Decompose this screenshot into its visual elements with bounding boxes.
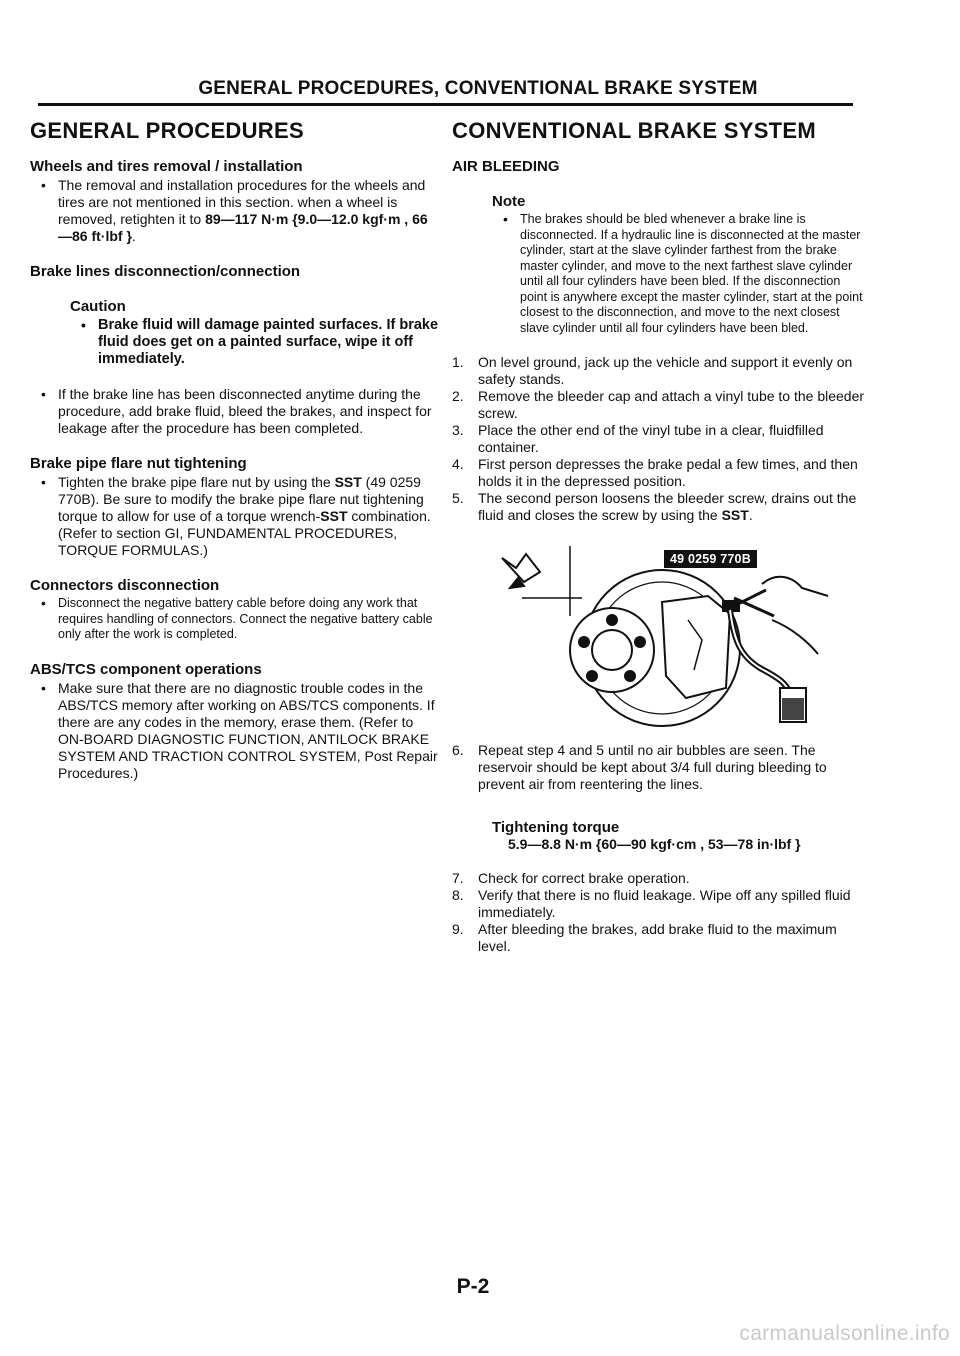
flare-nut-text-3: combination. (Refer to section GI, FUNDAMENTAL PROCEDURES, TORQUE FORMULAS.) bbox=[58, 508, 431, 558]
step-number: 2. bbox=[452, 388, 464, 404]
step-item bbox=[452, 742, 867, 793]
step-text: Verify that there is no fluid leakage. Wipe off any spilled fluid immediately. bbox=[478, 887, 851, 920]
step-item bbox=[452, 422, 867, 456]
note-text: • The brakes should be bled whenever a brake line is disconnected. If a hydraulic line is disconnected at the master cylinder, start at the slave cylinder farthest from the brake master cylinder, and move to the next farthest slave cylinder until all four cylinders have been bled. If the disconnection point is anywhere except the master cylinder, start at the point closest to the disconnection, and move to the next closest slave cylinder until all four cylinders have been bled. bbox=[492, 212, 867, 336]
watermark-text: carmanualsonline.info bbox=[739, 1322, 950, 1345]
step-text: First person depresses the brake pedal a few times, and then holds it in the depressed position. bbox=[478, 456, 858, 489]
page-header-title: GENERAL PROCEDURES, CONVENTIONAL BRAKE SYSTEM bbox=[198, 78, 758, 99]
step-item bbox=[452, 921, 867, 955]
step-item bbox=[452, 388, 867, 422]
section-title-general: GENERAL PROCEDURES bbox=[30, 118, 304, 143]
abs-section bbox=[30, 661, 440, 782]
caution-label: Caution bbox=[70, 298, 126, 315]
right-column bbox=[452, 118, 867, 955]
step-number: 7. bbox=[452, 870, 464, 886]
step-number: 5. bbox=[452, 490, 464, 506]
step-number: 4. bbox=[452, 456, 464, 472]
caution-box bbox=[70, 298, 440, 368]
wheels-section bbox=[30, 158, 440, 245]
flare-nut-text-2: (49 0259 770B). Be sure to modify the brake pipe flare nut tightening torque to allow for use of a torque wrench- bbox=[58, 474, 424, 524]
wheels-bullet bbox=[30, 177, 440, 245]
step-text-end: . bbox=[748, 507, 753, 523]
section-title-conventional: CONVENTIONAL BRAKE SYSTEM bbox=[452, 118, 817, 143]
step-text: Check for correct brake operation. bbox=[478, 870, 690, 886]
tightening-torque-box bbox=[492, 819, 867, 852]
step-number: 9. bbox=[452, 921, 464, 937]
sst-figure-label: 49 0259 770B bbox=[664, 550, 757, 568]
wheel-location-icon bbox=[502, 554, 540, 588]
sst-ref-3: SST bbox=[721, 507, 749, 523]
air-bleeding-heading: AIR BLEEDING bbox=[452, 158, 560, 175]
torque-label: Tightening torque bbox=[492, 819, 620, 836]
flare-nut-text-1: Tighten the brake pipe flare nut by using the bbox=[58, 474, 335, 490]
brake-caliper-illustration bbox=[462, 538, 832, 728]
step-text: Place the other end of the vinyl tube in a clear, fluidfilled container. bbox=[478, 422, 824, 455]
steps-list-b bbox=[452, 870, 867, 955]
step-number: 6. bbox=[452, 742, 464, 758]
step-number: 8. bbox=[452, 887, 464, 903]
sst-ref-1: SST bbox=[334, 474, 362, 490]
note-box bbox=[492, 193, 867, 336]
abs-heading: ABS/TCS component operations bbox=[30, 660, 262, 678]
torque-value: 5.9—8.8 N·m {60—90 kgf·cm , 53—78 in·lbf } bbox=[508, 836, 801, 852]
connectors-section bbox=[30, 577, 440, 643]
step-item bbox=[452, 870, 867, 887]
step-item bbox=[452, 354, 867, 388]
flare-nut-section bbox=[30, 455, 440, 559]
sst-ref-2: SST bbox=[320, 508, 348, 524]
wheels-text-end: . bbox=[131, 228, 136, 244]
abs-bullet: • Make sure that there are no diagnostic trouble codes in the ABS/TCS memory after working on ABS/TCS components. If there are any codes in the memory, erase them. (Refer to ON-BOARD DIAGNOSTIC FUNCTION, ANTILOCK BRAKE SYSTEM AND TRACTION CONTROL SYSTEM, Post Repair Procedures.) bbox=[30, 680, 440, 782]
step-item bbox=[452, 887, 867, 921]
brake-lines-heading: Brake lines disconnection/connection bbox=[30, 263, 301, 280]
step-text: Remove the bleeder cap and attach a vinyl tube to the bleeder screw. bbox=[478, 388, 865, 421]
flare-nut-heading: Brake pipe flare nut tightening bbox=[30, 455, 247, 472]
left-column bbox=[30, 118, 440, 800]
step-text: On level ground, jack up the vehicle and support it evenly on safety stands. bbox=[478, 354, 853, 387]
connectors-heading: Connectors disconnection bbox=[30, 577, 220, 594]
wheels-torque: 89—117 N·m {9.0—12.0 kgf·m , 66—86 ft·lbf } bbox=[58, 211, 428, 244]
caution-text: • Brake fluid will damage painted surfaces. If brake fluid does get on a painted surface, wipe it off immediately. bbox=[70, 317, 440, 368]
wheels-text: The removal and installation procedures for the wheels and tires are not mentioned in this section. when a wheel is removed, retighten it to bbox=[58, 177, 426, 227]
note-label: Note bbox=[492, 193, 526, 210]
page-number: P-2 bbox=[456, 1275, 490, 1298]
step-item bbox=[452, 456, 867, 490]
header-rule bbox=[38, 103, 853, 106]
flare-nut-bullet bbox=[30, 474, 440, 559]
step-number: 3. bbox=[452, 422, 464, 438]
step-item bbox=[452, 490, 867, 524]
brake-lines-bullet: • If the brake line has been disconnected anytime during the procedure, add brake fluid, bleed the brakes, and inspect for leakage after the procedure has been completed. bbox=[30, 386, 440, 437]
step-text: Repeat step 4 and 5 until no air bubbles are seen. The reservoir should be kept about 3/4 full during bleeding to prevent air from reentering the lines. bbox=[478, 742, 827, 792]
step-text: The second person loosens the bleeder screw, drains out the fluid and closes the screw by using the bbox=[478, 490, 857, 523]
step-number: 1. bbox=[452, 354, 464, 370]
step-text: After bleeding the brakes, add brake fluid to the maximum level. bbox=[478, 921, 837, 954]
wheels-heading: Wheels and tires removal / installation bbox=[30, 158, 303, 175]
brake-bleeding-figure bbox=[462, 538, 832, 728]
brake-lines-section bbox=[30, 263, 440, 437]
steps-list-step6 bbox=[452, 742, 867, 793]
steps-list-a bbox=[452, 354, 867, 524]
connectors-bullet: • Disconnect the negative battery cable before doing any work that requires handling of connectors. Connect the negative battery cable only after the work is completed. bbox=[30, 596, 440, 643]
